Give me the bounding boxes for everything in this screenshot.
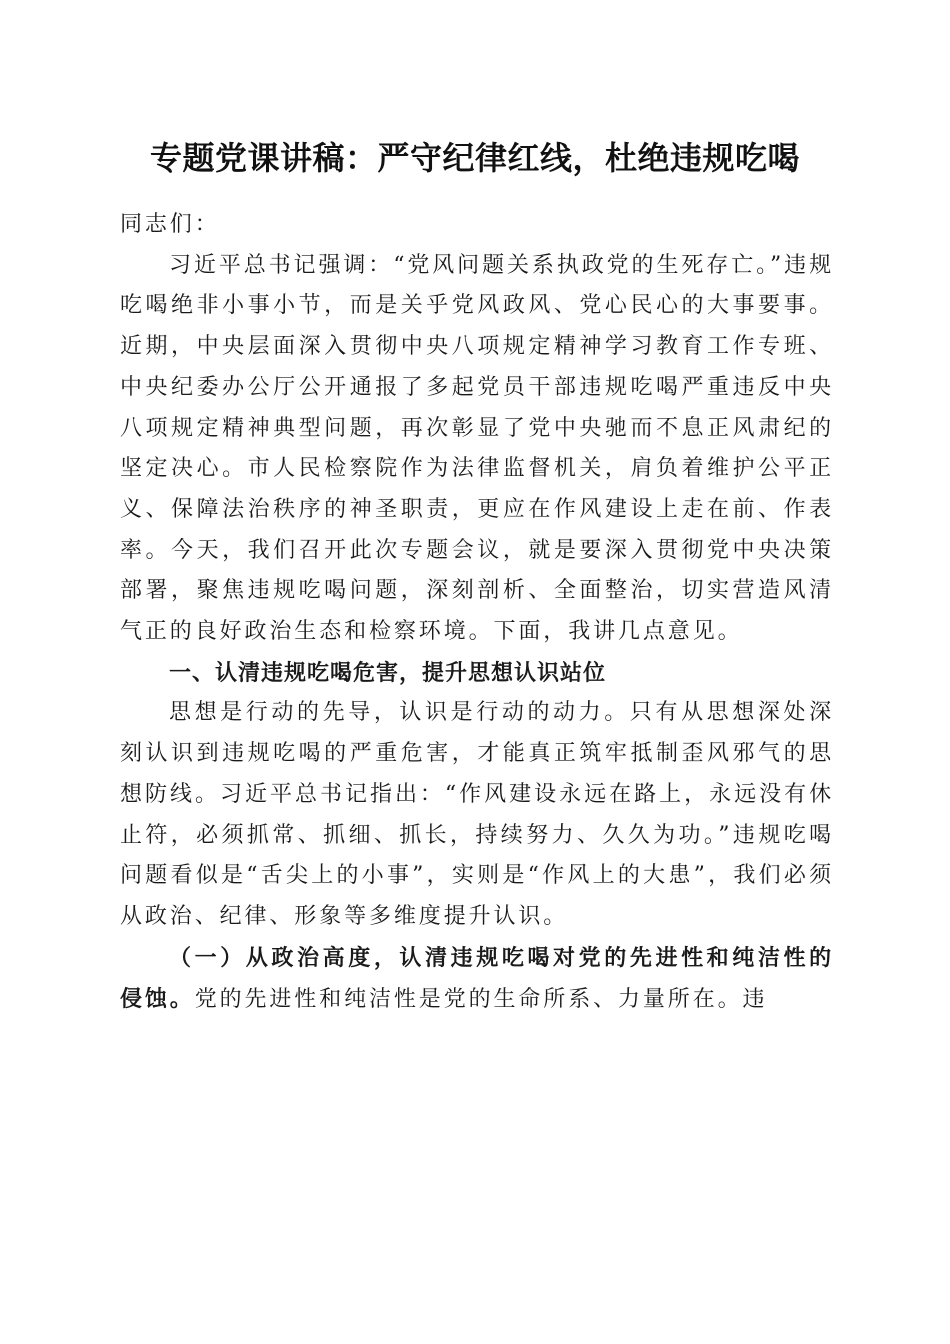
paragraph-intro: 习近平总书记强调：“党风问题关系执政党的生死存亡。”违规吃喝绝非小事小节，而是关乎党风政风、党心民心的大事要事。近期，中央层面深入贯彻中央八项规定精神学习教育工作专班、中央纪委办公厅公开通报了多起党员干部违规吃喝严重违反中央八项规定精神典型问题，再次彰显了党中央驰而不息正风肃纪的坚定决心。市人民检察院作为法律监督机关，肩负着维护公平正义、保障法治秩序的神圣职责，更应在作风建设上走在前、作表率。今天，我们召开此次专题会议，就是要深入贯彻党中央决策部署，聚焦违规吃喝问题，深刻剖析、全面整治，切实营造风清气正的良好政治生态和检察环境。下面，我讲几点意见。: [120, 252, 834, 645]
paragraph-section-1: 思想是行动的先导，认识是行动的动力。只有从思想深处深刻认识到违规吃喝的严重危害，才能真正筑牢抵制歪风邪气的思想防线。习近平总书记指出：“作风建设永远在路上，永远没有休止符，必须抓常、抓细、抓长，持续努力、久久为功。”违规吃喝问题看似是“舌尖上的小事”，实则是“作风上的大患”，我们必须从政治、纪律、形象等多维度提升认识。: [120, 700, 834, 929]
document-title: 专题党课讲稿：严守纪律红线，杜绝违规吃喝: [149, 139, 800, 177]
section-heading-1: 一、认清违规吃喝危害，提升思想认识站位: [169, 659, 607, 686]
subsection-text-1: 党的先进性和纯洁性是党的生命所系、力量所在。违: [194, 987, 768, 1013]
salutation: 同志们：: [120, 212, 220, 237]
paragraph-subsection-1: [120, 938, 834, 1021]
subsection-heading-1: （一）从政治高度，认清违规吃喝对党的先进性和纯洁性的侵蚀。: [120, 944, 834, 1013]
document-body: [120, 205, 834, 1021]
